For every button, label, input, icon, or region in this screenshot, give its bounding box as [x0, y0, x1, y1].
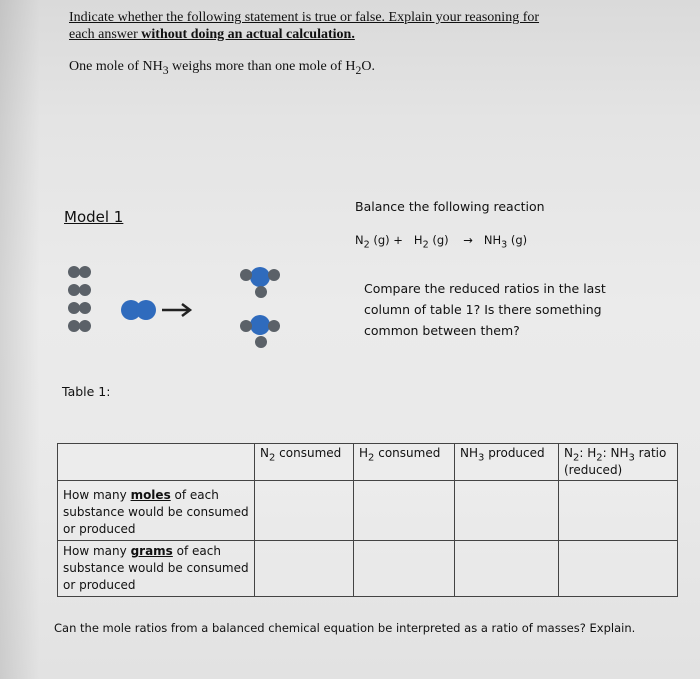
h-nh3-a: NH	[460, 446, 478, 460]
row-moles-label	[58, 481, 255, 541]
row-moles-post: of each substance would be consumed or produced	[63, 488, 249, 536]
nh3-molecule-bottom	[240, 315, 280, 348]
table-label: Table 1:	[62, 384, 111, 399]
compare-question: Compare the reduced ratios in the last column of table 1? Is there something common between them?	[364, 281, 606, 338]
page-shadow	[0, 0, 40, 679]
reaction-arrow	[162, 304, 190, 316]
row-grams-pre: How many	[63, 544, 131, 558]
reaction-equation	[355, 233, 527, 250]
h-r-s1: 2	[572, 452, 580, 464]
cell-grams-nh3[interactable]	[455, 541, 559, 597]
reactant-h: H	[413, 233, 423, 247]
header-n2-consumed	[255, 444, 354, 481]
reactant-n-state: (g) +	[369, 233, 403, 247]
statement-sub1: 3	[162, 63, 169, 77]
cell-moles-nh3[interactable]	[455, 481, 559, 541]
nh3-molecule-top	[240, 267, 280, 298]
cell-grams-h2[interactable]	[354, 541, 455, 597]
h-n2-b: consumed	[275, 446, 342, 460]
statement-sub2: 2	[355, 63, 362, 77]
reactant-n-sub: 2	[363, 239, 370, 251]
table-header-row	[58, 444, 678, 481]
cell-grams-n2[interactable]	[255, 541, 354, 597]
row-grams-post: of each substance would be consumed or produced	[63, 544, 249, 592]
heading-line2a: each answer	[69, 27, 142, 42]
row-grams-key: grams	[130, 544, 173, 558]
h-r-a: N	[564, 446, 573, 460]
cell-moles-n2[interactable]	[255, 481, 354, 541]
h-n2-s: 2	[268, 452, 276, 464]
h-nh3-b: produced	[484, 446, 545, 460]
h-h2-a: H	[359, 446, 369, 460]
cell-grams-ratio[interactable]	[559, 541, 678, 597]
h-r-e: (reduced)	[564, 463, 623, 478]
table-row-grams	[58, 541, 678, 597]
h-n2-a: N	[260, 446, 269, 460]
model-title: Model 1	[64, 208, 124, 226]
statement-a: One mole of NH	[69, 59, 163, 74]
molecule-model-diagram	[60, 262, 310, 362]
row-moles-pre: How many	[63, 488, 131, 502]
h-nh3-s: 3	[478, 452, 485, 464]
row-moles-key: moles	[130, 488, 171, 502]
instructions-heading	[69, 9, 569, 43]
header-nh3-produced	[455, 444, 559, 481]
product-state: (g)	[507, 233, 528, 247]
header-empty	[58, 444, 255, 481]
product-nh-sub: 3	[501, 239, 508, 251]
h-r-d: ratio	[634, 446, 667, 460]
table-row-moles	[58, 481, 678, 541]
h-h2-s: 2	[368, 452, 375, 464]
h2-molecules	[68, 266, 91, 332]
product-nh: NH	[483, 233, 502, 247]
header-ratio	[559, 444, 678, 481]
data-table	[57, 443, 678, 597]
n2-molecule	[121, 300, 156, 320]
heading-line2b: without doing an actual calculation.	[141, 27, 355, 42]
arrow-icon: →	[463, 233, 473, 247]
statement-b: weighs more than one mole of H	[168, 59, 356, 74]
balance-title: Balance the following reaction	[355, 199, 545, 214]
statement	[69, 59, 375, 77]
cell-moles-h2[interactable]	[354, 481, 455, 541]
statement-c: O.	[361, 59, 375, 74]
reactant-h-sub: 2	[422, 239, 429, 251]
header-h2-consumed	[354, 444, 455, 481]
h-r-s2: 2	[596, 452, 603, 464]
h-r-b: : H	[579, 446, 597, 460]
heading-line1: Indicate whether the following statement is true or false. Explain your reasoning for	[69, 10, 540, 25]
reactant-n: N	[355, 233, 364, 247]
h-r-c: : NH	[602, 446, 629, 460]
cell-moles-ratio[interactable]	[559, 481, 678, 541]
row-grams-label	[58, 541, 255, 597]
h-r-s3: 3	[628, 452, 635, 464]
reactant-h-state: (g)	[428, 233, 449, 247]
final-question: Can the mole ratios from a balanced chemical equation be interpreted as a ratio of masses? Explain.	[54, 621, 636, 635]
h-h2-b: consumed	[374, 446, 441, 460]
